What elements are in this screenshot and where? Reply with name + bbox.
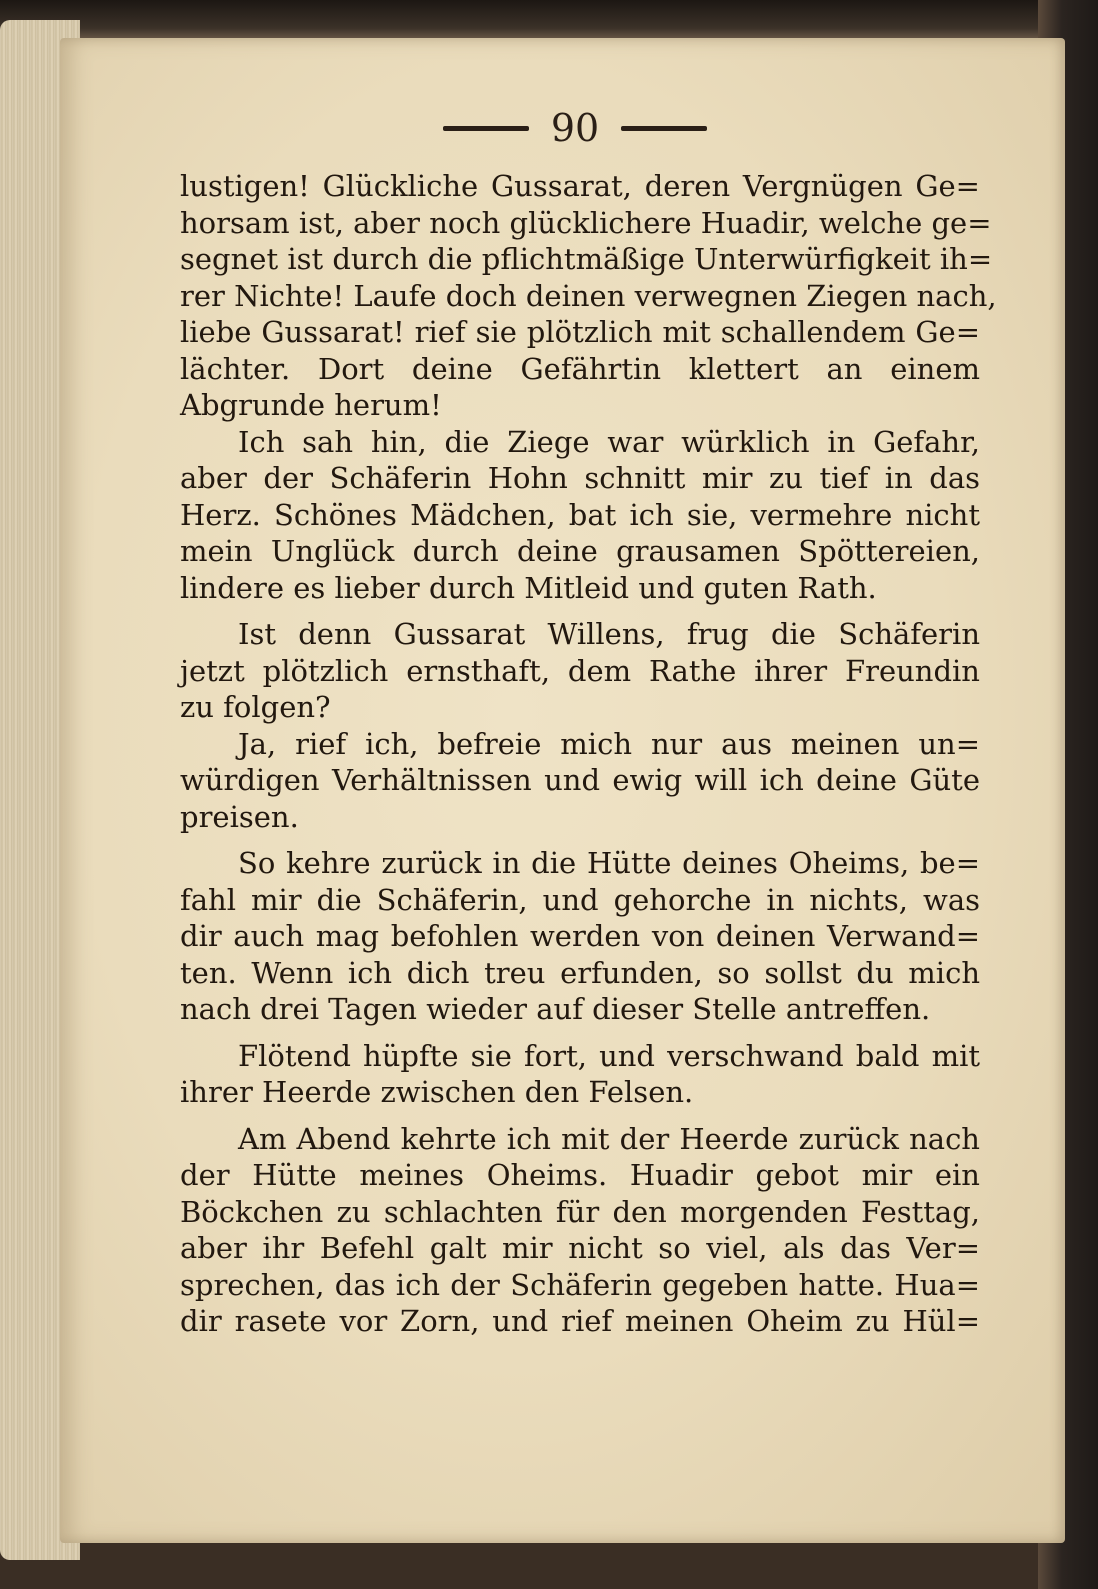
- header-rule-left: [443, 126, 529, 131]
- header-rule-right: [621, 126, 707, 131]
- paragraph-gap: [180, 1028, 980, 1038]
- paragraph: [180, 424, 980, 607]
- text-line: lustigen! Glückliche Gussarat, deren Vergnügen Ge=: [180, 169, 980, 203]
- page-number: 90: [550, 106, 600, 150]
- text-line: preisen.: [180, 799, 299, 834]
- text-line: dir auch mag befohlen werden von deinen Verwand=: [180, 919, 980, 953]
- text-line: aber ihr Befehl galt mir nicht so viel, als das Ver=: [180, 1231, 980, 1265]
- paragraph-gap: [180, 606, 980, 616]
- page-body-text: [180, 168, 997, 1340]
- paragraph: [180, 1121, 980, 1340]
- text-line: fahl mir die Schäferin, und gehorche in nichts, was: [180, 882, 980, 917]
- text-line: würdigen Verhältnissen und ewig will ich deine Güte: [180, 763, 980, 797]
- text-line: ihrer Heerde zwischen den Felsen.: [180, 1075, 694, 1109]
- text-line: segnet ist durch die pflichtmäßige Unterwürfigkeit ih=: [180, 242, 993, 276]
- text-line: lindere es lieber durch Mitleid und guten Rath.: [180, 570, 877, 605]
- text-line: rer Nichte! Laufe doch deinen verwegnen Ziegen nach,: [180, 278, 997, 313]
- text-line: Ich sah hin, die Ziege war würklich in Gefahr,: [238, 424, 980, 459]
- text-line: mein Unglück durch deine grausamen Spöttereien,: [180, 534, 980, 568]
- text-line: horsam ist, aber noch glücklichere Huadir, welche ge=: [180, 205, 992, 240]
- paragraph: [180, 845, 980, 1028]
- text-line: sprechen, das ich der Schäferin gegeben hatte. Hua=: [180, 1267, 980, 1302]
- text-line: Am Abend kehrte ich mit der Heerde zurück nach: [238, 1121, 980, 1156]
- text-line: Herz. Schönes Mädchen, bat ich sie, vermehre nicht: [180, 497, 980, 532]
- text-line: der Hütte meines Oheims. Huadir gebot mir ein: [180, 1158, 980, 1192]
- text-line: lächter. Dort deine Gefährtin klettert an einem: [180, 351, 980, 386]
- paragraph-gap: [180, 835, 980, 845]
- text-line: ten. Wenn ich dich treu erfunden, so sollst du mich: [180, 955, 980, 990]
- paragraph-gap: [180, 1111, 980, 1121]
- text-line: aber der Schäferin Hohn schnitt mir zu tief in das: [180, 461, 980, 495]
- text-line: dir rasete vor Zorn, und rief meinen Oheim zu Hül=: [180, 1304, 980, 1338]
- text-line: Flötend hüpfte sie fort, und verschwand bald mit: [238, 1038, 980, 1073]
- text-line: liebe Gussarat! rief sie plötzlich mit schallendem Ge=: [180, 315, 980, 349]
- page-header: [425, 103, 725, 153]
- paragraph: [180, 168, 997, 424]
- text-line: So kehre zurück in die Hütte deines Oheims, be=: [238, 846, 980, 880]
- text-line: Ist denn Gussarat Willens, frug die Schäferin: [238, 617, 980, 651]
- text-line: zu folgen?: [180, 690, 331, 724]
- text-line: nach drei Tagen wieder auf dieser Stelle antreffen.: [180, 992, 931, 1026]
- book-cover-top: [0, 0, 1098, 40]
- paragraph: [180, 616, 980, 726]
- paragraph: [180, 1038, 980, 1111]
- text-line: jetzt plötzlich ernsthaft, dem Rathe ihrer Freundin: [180, 653, 980, 688]
- text-line: Böckchen zu schlachten für den morgenden Festtag,: [180, 1194, 980, 1229]
- text-line: Ja, rief ich, befreie mich nur aus meinen un=: [238, 726, 980, 761]
- paragraph: [180, 726, 980, 836]
- text-line: Abgrunde herum!: [180, 388, 442, 422]
